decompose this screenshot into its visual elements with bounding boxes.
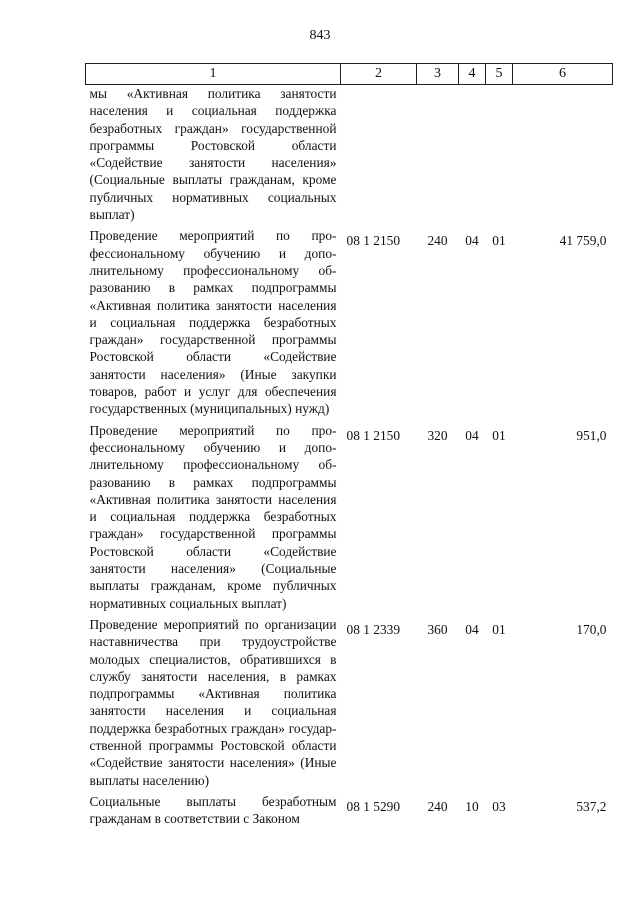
row-amount: 537,2 <box>576 798 607 814</box>
row-description: мы «Активная политика занятости населения и социальная поддержка безработных граждан» государственной программы Ростовской области «Содействие занятости населения» (Социальные выплаты гражданам, кроме публичных нормативных социальных выплат) <box>89 86 337 223</box>
row-section <box>459 85 486 228</box>
row-expense-type <box>417 85 459 228</box>
table-header <box>86 64 613 85</box>
row-amount: 41 759,0 <box>559 233 607 249</box>
row-subsection: 01 <box>492 621 506 637</box>
row-target-code <box>341 85 417 228</box>
row-section: 04 <box>465 621 479 637</box>
table-row <box>86 227 613 421</box>
column-header-3: 3 <box>417 64 459 85</box>
table-row <box>86 422 613 616</box>
row-target-code: 08 1 5290 <box>346 798 401 814</box>
row-description: Проведение мероприятий по профессиональному обучению и дополнительному профессиональному образованию в рамках подпрограммы «Активная политика занятости населения и социальная поддержка безработных граждан» государственной программы Ростовской области «Содействие занятости населения» (Иные закупки товаров, работ и услуг для обеспечения государственных (муниципальных) нужд) <box>89 228 337 417</box>
row-subsection <box>486 85 513 228</box>
column-header-1: 1 <box>86 64 341 85</box>
row-amount <box>513 85 613 228</box>
table-row <box>86 85 613 228</box>
row-description: Проведение мероприятий по профессиональному обучению и дополнительному профессиональному образованию в рамках подпрограммы «Активная политика занятости населения и социальная поддержка безработных граждан» государственной программы Ростовской области «Содействие занятости населения» (Социальные выплаты гражданам, кроме публичных нормативных социальных выплат) <box>89 422 337 611</box>
table-row <box>86 616 613 793</box>
row-subsection: 03 <box>492 798 506 814</box>
column-header-2: 2 <box>341 64 417 85</box>
row-target-code: 08 1 2339 <box>346 621 401 637</box>
row-expense-type: 240 <box>427 798 448 814</box>
row-subsection: 01 <box>492 427 506 443</box>
row-amount: 951,0 <box>576 427 607 443</box>
table-row <box>86 793 613 832</box>
row-target-code: 08 1 2150 <box>346 427 401 443</box>
row-section: 10 <box>465 798 479 814</box>
budget-table <box>85 63 613 831</box>
page-number: 843 <box>309 28 331 43</box>
row-section: 04 <box>465 427 479 443</box>
column-header-4: 4 <box>459 64 486 85</box>
row-expense-type: 320 <box>427 427 448 443</box>
row-expense-type: 360 <box>427 621 448 637</box>
row-section: 04 <box>465 233 479 249</box>
row-expense-type: 240 <box>427 233 448 249</box>
row-subsection: 01 <box>492 233 506 249</box>
row-target-code: 08 1 2150 <box>346 233 401 249</box>
row-description: Социальные выплаты безработным гражданам в соответствии с Законом <box>89 793 337 827</box>
column-header-6: 6 <box>513 64 613 85</box>
column-header-5: 5 <box>486 64 513 85</box>
row-description: Проведение мероприятий по организации наставничества при трудоустройстве молодых специалистов, обратившихся в службу занятости населения, в рамках подпрограммы «Активная политика занятости населения и социальная поддержка безработных граждан» государственной программы Ростовской области «Содействие занятости населения» (Иные выплаты населению) <box>89 616 337 788</box>
row-amount: 170,0 <box>576 621 607 637</box>
